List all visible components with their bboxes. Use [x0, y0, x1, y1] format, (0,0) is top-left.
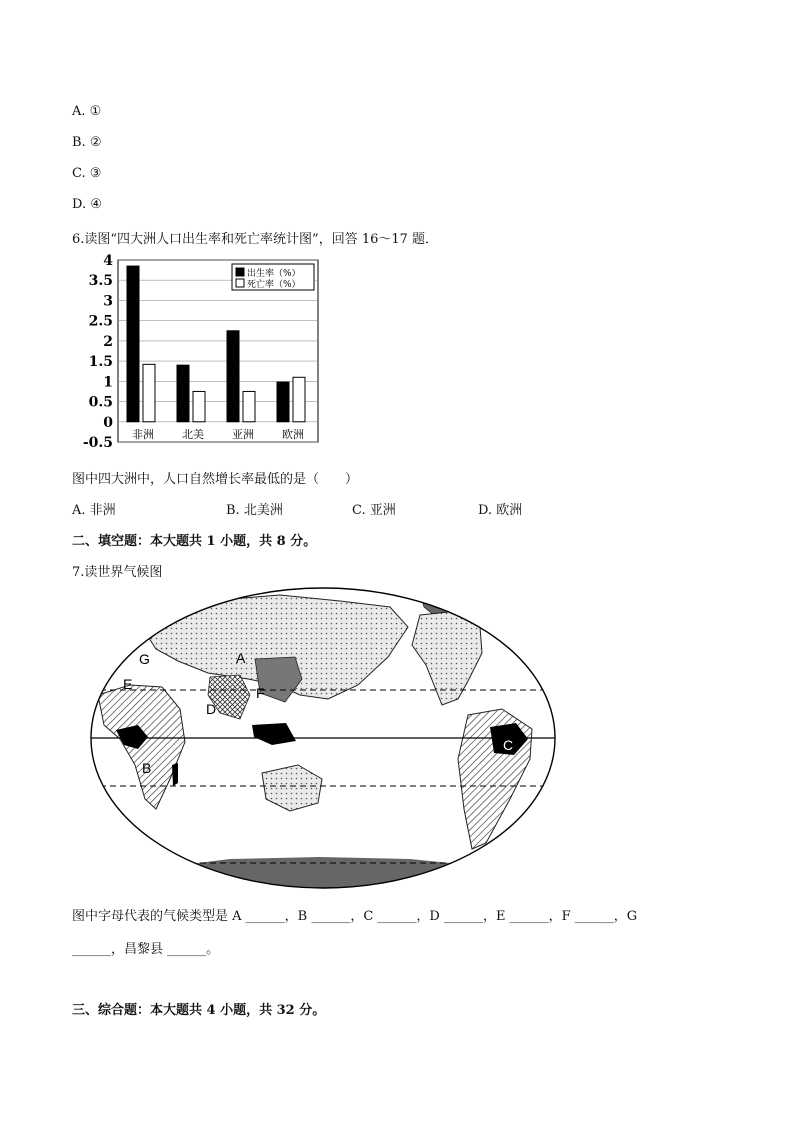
bar-death-1	[193, 391, 205, 421]
map-label-c: C	[503, 737, 514, 753]
legend-swatch	[236, 268, 244, 276]
y-tick-label: 0.5	[88, 394, 113, 411]
question-7-stem: 7.读世界气候图	[72, 565, 163, 580]
y-tick-label: 0	[103, 414, 113, 431]
bar-death-3	[293, 377, 305, 421]
bar-birth-3	[277, 382, 289, 422]
question-7-answer-line-2: ______，昌黎县 ______。	[72, 942, 220, 957]
section-3-heading: 三、综合题：本大题共 4 小题，共 32 分。	[72, 1003, 326, 1018]
bar-death-2	[243, 391, 255, 421]
question-6-option-d: D. 欧洲	[478, 503, 523, 518]
question-6-text: 图中四大洲中，人口自然增长率最低的是（ ）	[72, 472, 359, 487]
bar-death-0	[143, 364, 155, 421]
x-tick-label: 亚洲	[232, 428, 254, 441]
question-6-option-c: C. 亚洲	[352, 503, 396, 518]
y-tick-label: 1	[103, 374, 113, 391]
y-tick-label: 1.5	[88, 354, 113, 371]
x-tick-label: 非洲	[132, 428, 154, 441]
prev-option-c: C. ③	[72, 166, 102, 181]
map-label-f: F	[256, 685, 265, 701]
prev-option-d: D. ④	[72, 197, 102, 212]
map-label-g: G	[139, 651, 150, 667]
prev-option-a: A. ①	[72, 104, 102, 119]
map-label-b: B	[142, 760, 152, 776]
prev-option-b: B. ②	[72, 135, 102, 150]
y-tick-label: -0.5	[82, 435, 113, 451]
world-climate-map	[90, 587, 556, 890]
map-label-d: D	[206, 701, 217, 717]
y-tick-label: 3	[103, 293, 113, 310]
population-rate-bar-chart	[82, 252, 322, 452]
map-label-a: A	[236, 650, 246, 666]
bar-birth-1	[177, 365, 189, 422]
map-label-e: E	[123, 676, 133, 692]
madagascar	[172, 763, 178, 786]
legend-label: 出生率（%）	[247, 269, 301, 279]
y-tick-label: 2	[103, 333, 113, 350]
antarctica	[90, 857, 556, 890]
chart-legend	[232, 264, 314, 290]
question-7-answer-line-1: 图中字母代表的气候类型是 A ______，B ______，C ______，D ______，E ______，F ______，G	[72, 909, 638, 924]
y-tick-label: 4	[103, 253, 113, 269]
legend-swatch	[236, 279, 244, 287]
y-tick-label: 2.5	[88, 313, 113, 330]
question-6-option-b: B. 北美洲	[226, 503, 283, 518]
x-tick-label: 欧洲	[282, 428, 304, 441]
question-6-option-a: A. 非洲	[72, 503, 116, 518]
legend-label: 死亡率（%）	[247, 280, 301, 290]
chart-y-tick-labels	[83, 253, 113, 451]
question-6-stem: 6.读图“四大洲人口出生率和死亡率统计图”，回答 16～17 题．	[72, 232, 439, 247]
y-tick-label: 3.5	[88, 273, 113, 290]
x-tick-label: 北美	[182, 428, 204, 441]
section-2-heading: 二、填空题：本大题共 1 小题，共 8 分。	[72, 534, 317, 549]
bar-birth-0	[127, 266, 139, 422]
bar-birth-2	[227, 331, 239, 422]
